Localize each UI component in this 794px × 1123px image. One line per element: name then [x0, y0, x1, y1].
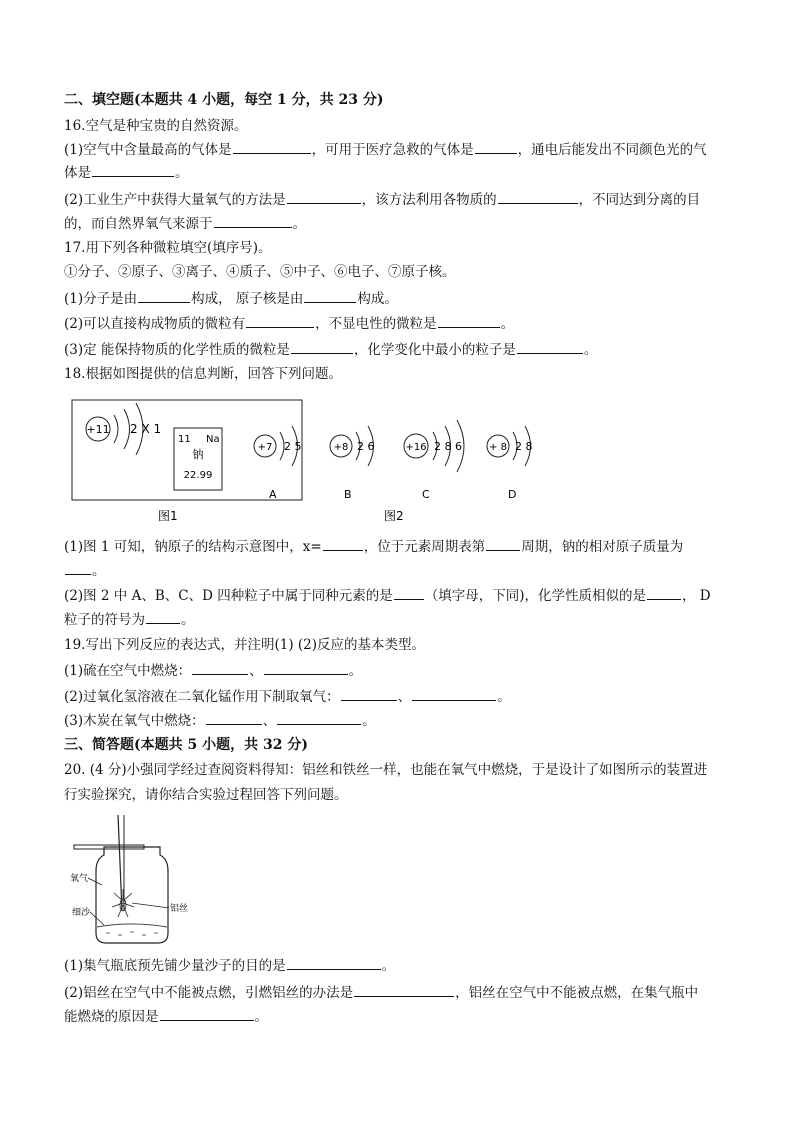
q17-p3b: ，化学变化中最小的粒子是: [353, 342, 516, 358]
q17-blank-2[interactable]: [304, 288, 356, 303]
q18-p2b: （填字母，下同)，化学性质相似的是: [424, 588, 646, 604]
q17-p3a: (3)定 能保持物质的化学性质的微粒是: [64, 342, 290, 358]
q16-p2b: ，该方法利用各物质的: [361, 192, 497, 208]
fig1-shells-label: 2 X 1: [130, 422, 162, 436]
q18-part2-line1: [64, 585, 711, 606]
q18-part2-line2: [64, 609, 195, 630]
fig1-shell-arc: [114, 415, 118, 443]
section-3-heading: 三、简答题(本题共 5 小题，共 32 分): [64, 737, 308, 753]
fig1-shell-arc: [124, 409, 130, 449]
q19-blank-1[interactable]: [192, 660, 248, 675]
q16-blank-4[interactable]: [287, 189, 361, 204]
fig1-caption: 图1: [158, 509, 178, 523]
particle-d-shells: 2 8: [515, 440, 533, 453]
sand-dots: [106, 932, 158, 935]
q20-part2-line2: [64, 1006, 268, 1027]
q17-blank-1[interactable]: [138, 288, 190, 303]
q18-p2d: 粒子的符号为: [64, 612, 145, 628]
q19-end-2: 。: [497, 689, 511, 705]
q19-blank-6[interactable]: [277, 710, 361, 725]
particle-b-nucleus-label: +8: [333, 442, 349, 453]
q16-p2d: 的，而自然界氧气来源于: [64, 216, 213, 232]
particle-c-nucleus-label: +16: [405, 442, 427, 453]
q20-apparatus-figure: [66, 815, 196, 950]
q19-part2: [64, 686, 511, 707]
q18-figure: [66, 398, 556, 524]
q19-part3: [64, 710, 376, 731]
q20-p2a: (2)铝丝在空气中不能被点燃，引燃铝丝的办法是: [64, 985, 354, 1001]
particle-a-label: A: [269, 488, 277, 501]
q17-p3c: 。: [583, 342, 598, 358]
q16-p2c: ，不同达到分离的目: [578, 192, 701, 208]
q16-stem: 16.空气是种宝贵的自然资源。: [64, 118, 248, 134]
q16-p2e: 。: [292, 216, 306, 232]
q17-p1a: (1)分子是由: [64, 291, 138, 307]
q17-p1b: 构成， 原子核是由: [191, 291, 304, 307]
particle-c-shells: 2 8 6: [434, 440, 462, 453]
q19-blank-2[interactable]: [264, 660, 348, 675]
leader-line: [90, 912, 104, 925]
q20-p1a: (1)集气瓶底预先铺少量沙子的目的是: [64, 958, 286, 974]
q16-p1b: ，可用于医疗急救的气体是: [311, 142, 474, 158]
q19-blank-4[interactable]: [412, 686, 496, 701]
q18-blank-2[interactable]: [486, 536, 520, 551]
q19-p3a: (3)木炭在氧气中燃烧：: [64, 713, 205, 729]
q18-blank-6[interactable]: [146, 609, 180, 624]
q17-blank-3[interactable]: [246, 313, 314, 328]
particle-a-nucleus-label: +7: [257, 442, 273, 453]
q18-p1c: 周期，钠的相对原子质量为: [521, 539, 684, 555]
q20-p1b: 。: [381, 958, 396, 974]
label-wire: 铝丝: [170, 904, 189, 914]
fig1-element-number: 11: [178, 434, 191, 445]
q17-p2a: (2)可以直接构成物质的微粒有: [64, 316, 246, 332]
q19-p1a: (1)硫在空气中燃烧：: [64, 663, 192, 679]
q20-p2c: 能燃烧的原因是: [64, 1009, 159, 1025]
q20-stem-line1: 20. (4 分)小强同学经过查阅资料得知：铝丝和铁丝一样，也能在氧气中燃烧，于是设计了如图所示的装置进: [64, 762, 708, 778]
q17-options: ①分子、②原子、③离子、④质子、⑤中子、⑥电子、⑦原子核。: [64, 264, 456, 280]
q19-sep-2: 、: [397, 689, 412, 705]
q16-p1c: ，通电后能发出不同颜色光的气: [517, 142, 707, 158]
section-2-heading: 二、填空题(本题共 4 小题，每空 1 分，共 23 分): [64, 92, 384, 108]
q19-sep-3: 、: [262, 713, 277, 729]
particle-d-label: D: [508, 488, 517, 501]
fig1-element-name: 钠: [192, 448, 204, 461]
q18-p1d: 。: [92, 563, 106, 579]
sand-layer: [97, 924, 167, 927]
q18-blank-5[interactable]: [647, 585, 681, 600]
q20-blank-2[interactable]: [354, 982, 454, 997]
q18-blank-4[interactable]: [394, 585, 424, 600]
q17-p2b: ，不显电性的微粒是: [315, 316, 437, 332]
q16-part2-line2: [64, 213, 306, 234]
q16-blank-2[interactable]: [475, 139, 517, 154]
q17-part1: [64, 288, 398, 309]
q19-stem: 19.写出下列反应的表达式，并注明(1) (2)反应的基本类型。: [64, 637, 426, 653]
q18-blank-1[interactable]: [323, 536, 363, 551]
particle-a-shells: 2 5: [284, 440, 302, 453]
q16-blank-3[interactable]: [92, 162, 174, 177]
q17-stem: 17.用下列各种微粒填空(填序号)。: [64, 240, 272, 256]
q19-p2a: (2)过氧化氢溶液在二氧化锰作用下制取氧气：: [64, 689, 340, 705]
q19-sep-1: 、: [249, 663, 263, 679]
q19-end-1: 。: [348, 663, 363, 679]
q18-p1b: ，位于元素周期表第: [363, 539, 486, 555]
q17-part2: [64, 313, 514, 334]
fig1-element-symbol: Na: [206, 434, 220, 445]
q20-stem-line2: 行实验探究，请你结合实验过程回答下列问题。: [64, 787, 348, 803]
particle-b-label: B: [344, 488, 352, 501]
q19-part1: [64, 660, 362, 681]
burning-sparks: [112, 889, 134, 917]
q16-blank-5[interactable]: [498, 189, 578, 204]
q17-blank-6[interactable]: [517, 339, 583, 354]
q16-part1-line1: [64, 139, 707, 160]
q16-blank-1[interactable]: [233, 139, 311, 154]
q18-stem: 18.根据如图提供的信息判断，回答下列问题。: [64, 366, 342, 382]
q19-blank-5[interactable]: [206, 710, 262, 725]
q20-p2b: ，铝丝在空气中不能被点燃，在集气瓶中: [455, 985, 699, 1001]
q18-p1a: (1)图 1 可知，钠原子的结构示意图中，x=: [64, 539, 322, 555]
label-oxygen: 氧气: [70, 874, 89, 884]
q20-blank-1[interactable]: [287, 955, 381, 970]
q16-p1a: (1)空气中含量最高的气体是: [64, 142, 232, 158]
particle-b-shells: 2 6: [357, 440, 375, 453]
q17-p1c: 构成。: [357, 291, 398, 307]
fig1-nucleus-label: +11: [86, 423, 110, 436]
q20-blank-3[interactable]: [160, 1006, 254, 1021]
q18-blank-3[interactable]: [65, 560, 91, 575]
q18-part1-line1: [64, 536, 683, 557]
label-sand: 细沙: [72, 908, 91, 918]
q17-part3: [64, 339, 597, 360]
q17-p2c: 。: [500, 316, 515, 332]
particle-c-label: C: [422, 488, 430, 501]
fig1-element-mass: 22.99: [183, 470, 213, 481]
q18-part1-line2: [64, 560, 106, 581]
q19-end-3: 。: [362, 713, 376, 729]
gas-bottle: [96, 847, 168, 943]
leader-line: [132, 903, 169, 908]
q20-part1: [64, 955, 395, 976]
q16-p1e: 。: [175, 165, 189, 181]
q20-p2d: 。: [254, 1009, 268, 1025]
q19-blank-3[interactable]: [341, 686, 397, 701]
particle-d-nucleus-label: + 8: [489, 442, 507, 453]
q16-part1-line2: [64, 162, 189, 183]
q16-blank-6[interactable]: [214, 213, 292, 228]
leader-line: [88, 878, 102, 885]
q17-blank-4[interactable]: [438, 313, 500, 328]
q18-p2e: 。: [181, 612, 195, 628]
q16-part2-line1: [64, 189, 700, 210]
fig2-caption: 图2: [384, 509, 404, 523]
q16-p1d: 体是: [64, 165, 91, 181]
q17-blank-5[interactable]: [291, 339, 353, 354]
q18-p2a: (2)图 2 中 A、B、C、D 四种粒子中属于同种元素的是: [64, 588, 393, 604]
q20-part2-line1: [64, 982, 698, 1003]
q16-p2a: (2)工业生产中获得大量氧气的方法是: [64, 192, 286, 208]
q18-p2c: ， D: [681, 588, 711, 604]
